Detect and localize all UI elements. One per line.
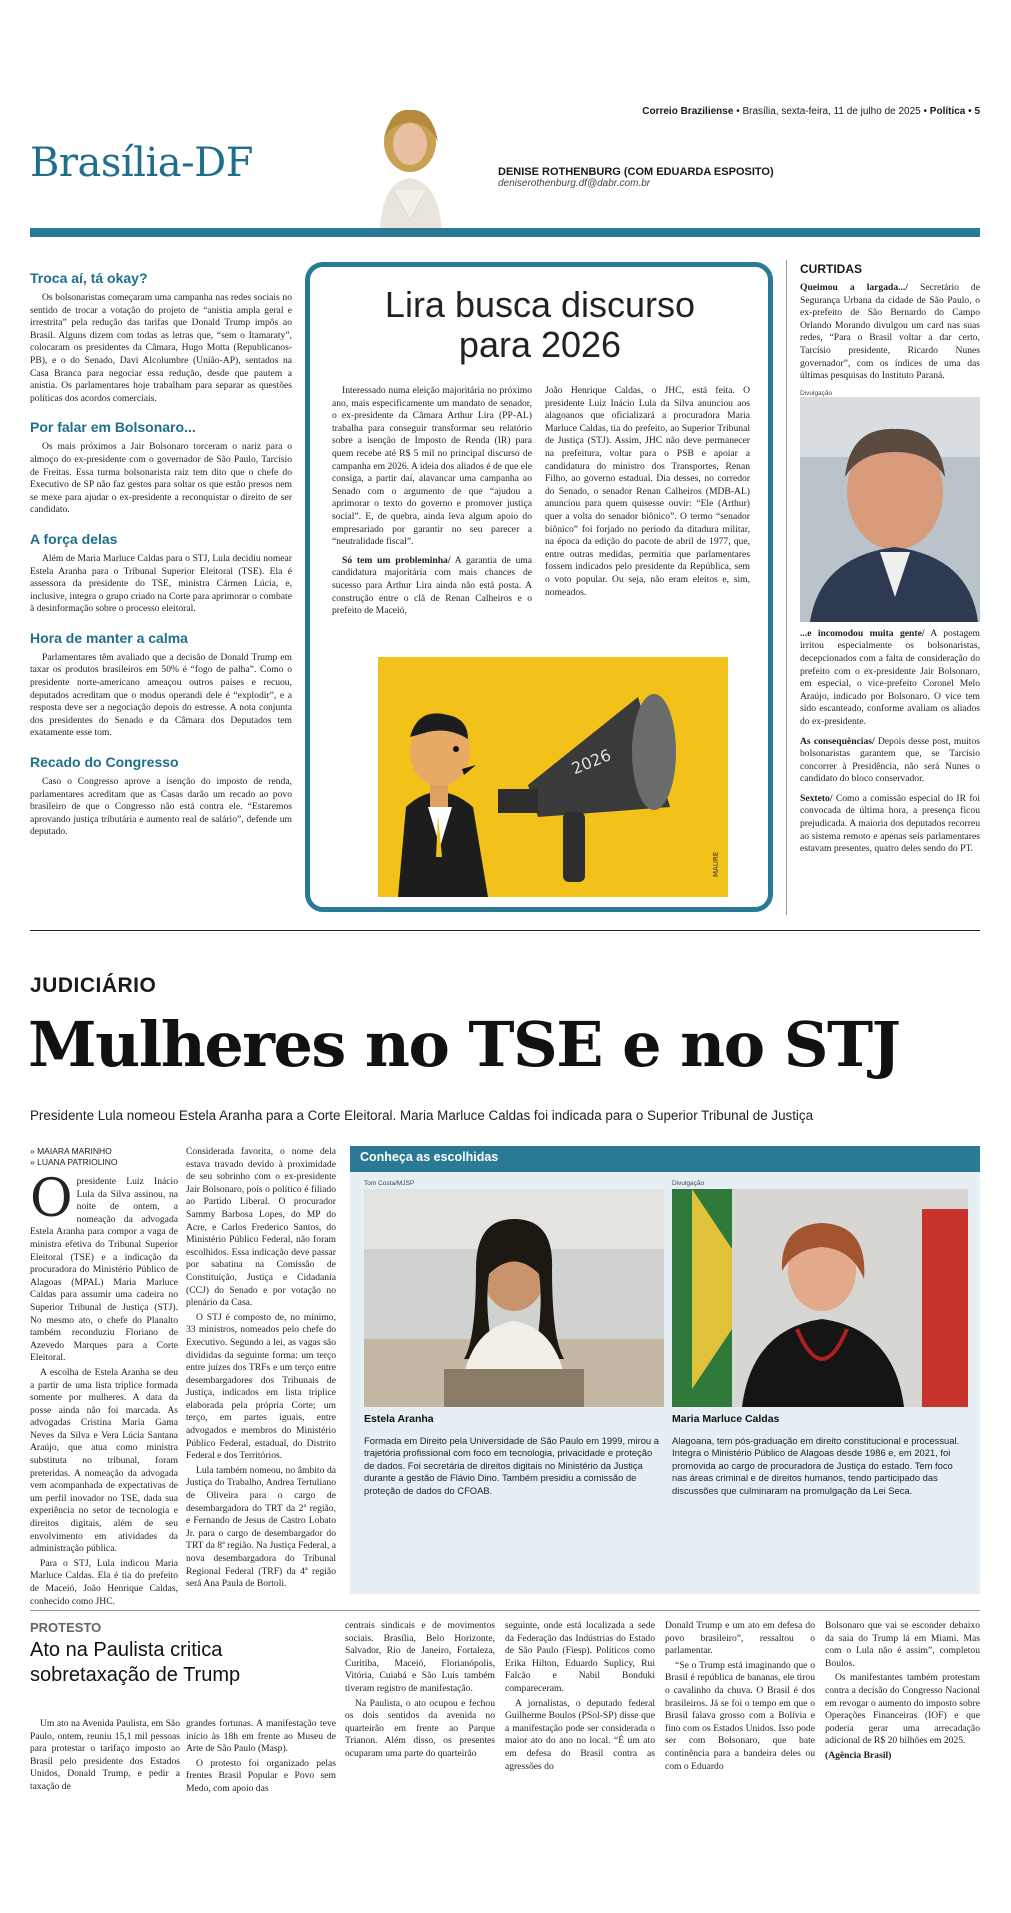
note-3: A força delas Além de Maria Marluce Caldas para o STJ, Lula decidiu nomear Estela Aranha para o Tribunal Superior Eleitoral (TSE). Ela é assessora da presidente do TSE, ministra Cármen Lúcia, e, inclusive, integra o grupo criado na Corte para aprimorar o combate à desinformação sobre o processo eleitoral. — [30, 530, 292, 615]
author-portrait — [360, 100, 460, 230]
bylines: » MAIARA MARINHO » LUANA PATRIOLINO — [30, 1146, 118, 1167]
judiciario-top-rule — [30, 930, 980, 931]
protesto-headline: Ato na Paulista critica sobretaxação de Trump — [30, 1639, 241, 1686]
judiciario-subhead: Presidente Lula nomeou Estela Aranha para a Corte Eleitoral. Maria Marluce Caldas foi indicada para o Superior Tribunal de Justiça — [30, 1108, 814, 1123]
orlando-morando-photo — [800, 397, 980, 622]
marluce-card: Divulgação Maria Marluce Caldas Alagoana, tem pós-graduação em direito constitucional e processual. Integra o Ministério Público de Alagoas desde 1986 e, em 2021, foi promovida ao cargo de procuradora de Justiça do estado. Tem foco nas áreas criminal e de direitos humanos, tendo participado das discussões que culminaram na promulgação da Lei Seca. — [672, 1180, 968, 1497]
protesto-kicker: PROTESTO — [30, 1620, 102, 1635]
lira-col-1: Interessado numa eleição majoritária no próximo ano, mais especificamente um mandato de senador, o ex-presidente da Câmara Arthur Lira (PP-AL) trabalha para conseguir transformar seu relatório sobre a isenção de Imposto de Renda (IR) para quem recebe até R$ 5 mil no principal discurso de campanha em 2026. A ideia dos aliados é de que ele consiga, a partir daí, alavancar uma campanha ao Senado com o argumento de que “ajudou a aprimorar o texto do governo e promover justiça social”. E, de quebra, ainda leva algum apoio do empresariado por garantir no seu parecer a “neutralidade fiscal”. Só tem um probleminha/ A garantia de uma candidatura majoritária com mais chances de sucesso para Arthur Lira ainda não está posta. A construção entre o clã de Renan Calheiros e o prefeito de Maceió, — [332, 385, 532, 617]
author-byline: DENISE ROTHENBURG (COM EDUARDA ESPOSITO) deniserothenburg.df@dabr.com.br — [498, 166, 774, 189]
protesto-col-1: Um ato na Avenida Paulista, em São Paulo, ontem, reuniu 15,1 mil pessoas para protestar o tarifaço imposto ao Brasil pelo presidente dos Estados Unidos, Donald Trump, e pedir a taxação de — [30, 1718, 180, 1792]
protesto-col-2: grandes fortunas. A manifestação teve início às 18h em frente ao Museu de Arte de São Paulo (Masp). O protesto foi organizado pelas frentes Brasil Popular e Povo sem Medo, com apoio das — [186, 1718, 336, 1794]
lira-box: Lira busca discurso para 2026 Interessado numa eleição majoritária no próximo ano, mais especificamente um mandato de senador, o ex-presidente da Câmara Arthur Lira (PP-AL) trabalha para conseguir transformar seu relatório sobre a isenção de Imposto de Renda (IR) para quem recebe até R$ 5 mil no principal discurso de campanha em 2026. A ideia dos aliados é de que ele consiga, a partir daí, alavancar uma campanha ao Senado com o argumento de que “ajudou a aprimorar o texto do governo e promover justiça social”. E, de quebra, ainda leva algum apoio do empresariado por garantir no seu parecer a “neutralidade fiscal”. Só tem um probleminha/ A garantia de uma candidatura majoritária com mais chances de sucesso para Arthur Lira ainda não está posta. A construção entre o clã de Renan Calheiros e o prefeito de Maceió, João Henrique Caldas, o JHC, está feita. O presidente Luiz Inácio Lula da Silva anunciou aos alagoanos que oficializará a procuradora Maria Marluce Caldas, tia do prefeito, ao Superior Tribunal de Justiça (STJ). Assim, JHC não deve permanecer na prefeitura, voltar para o PSB e apoiar a candidatura do ministro dos Transportes, Renan Filho, ao governo estadual. Dia desses, no corredor do Senado, o senador Renan Calheiros (MDB-AL) anunciou para quem quisesse ouvir: “Ele (Arthur) quer a volta do senador biônico”. O termo “senador biônico” foi forjado no período da ditadura militar, na época da edição do pacote de abril de 1977, que, entre outras medidas, permitia que parlamentares fossem indicados pelo presidente da República, sem o voto popular. Ou seja, não eram eleitos e, sim, nomeados. 2026 MAURE — [305, 262, 773, 912]
protesto-col-5: Donald Trump e um ato em defesa do povo brasileiro”, ressaltou o parlamentar. “Se o Trump está imaginando que o Brasil é república de bananas, ele tirou o cavalinho da chuva. O Brasil é dos brasileiros. Já se foi o tempo em que o Brasil falava grosso com a Bolívia e fino com os Estados Unidos. Isso pode ser com Bolsonaro, que bate continência para a bandeira deles ou com o Eduardo — [665, 1620, 815, 1772]
note-1: Troca aí, tá okay? Os bolsonaristas começaram uma campanha nas redes sociais no sentido de trocar a votação do projeto de “anistia ampla geral e irrestrita” pela redução das tarifas que Donald Trump impôs ao Brasil. Alguns dizem com todas as letras que, “sem o Itamaraty”, colocaram os presidentes da Câmara, Hugo Motta (Republicanos-PB), e o do Senado, Davi Alcolumbre (União-AP), sentados na Casa Branca para negociar essa redução, desde que pautem a anistia. Os parlamentares hoje trabalham para separar as questões políticas dos acordos comerciais. — [30, 270, 292, 404]
column-title: Brasília-DF — [30, 140, 253, 186]
svg-text:2026: 2026 — [568, 745, 614, 779]
curtidas-column: CURTIDAS Queimou a largada.../ Secretário de Segurança Urbana da cidade de São Paulo, o ex-prefeito de São Bernardo do Campo Orlando Morando divulgou um card nas suas redes, “Para o Brasil voltar a dar certo, Tarcísio presidente, Ricardo Nunes governador”, com os índices de uma das últimas pesquisas do Instituto Paraná. Divulgação ...e incomodou muita gente/ A postagem irritou especialmente os bolsonaristas, decepcionados com a falta de consideração do prefeito com o ex-presidente Jair Bolsonaro, em especial, o vice-prefeito Coronel Melo Araújo, indicado por Bolsonaro. O vice tem sido escanteado, conforme avaliam os aliados do ex-presidente. As consequências/ Depois desse post, muitos bolsonaristas garantem que, se Tarcísio concorrer à Presidência, não será Nunes o candidato do bloco conservador. Sexteto/ Como a comissão especial do IR foi convocada de última hora, a presença ficou prejudicada. A maioria dos deputados recorreu ao sistema remoto e apenas seis parlamentares estavam presentes, quatro deles sendo do PT. — [800, 262, 980, 855]
left-notes-column — [30, 270, 292, 853]
escolhidas-box: Conheça as escolhidas Tom Costa/MJSP Estela Aranha Formada em Direito pela Universidade de São Paulo em 1999, mirou a trajetória profissional com foco em tecnologia, privacidade e proteção de dados. Foi secretária de direitos digitais no Ministério da Justiça durante a gestão de Flávio Dino. Também presidiu a comissão de proteção de dados do CFOAB. Divulgação Maria Marluce Caldas Alagoana, tem pós-graduação em direito constitucional e processual. Integra o Ministério Público de Alagoas desde 1986 e, em 2021, foi promovida ao cargo de procuradora de Justiça do estado. Tem foco nas áreas criminal e de direitos humanos, tendo participado das discussões que culminaram na promulgação da Lei Seca. — [350, 1146, 980, 1594]
protesto-col-6: Bolsonaro que vai se esconder debaixo da saia do Trump lá em Miami. Mas com o Lula não é assim”, completou Boulos. Os manifestantes também protestam contra a decisão do Congresso Nacional em revogar o aumento do imposto sobre Operações Financeiras (IOF) e que poderia gerar uma arrecadação adicional de R$ 20 bilhões em 2025. (Agência Brasil) — [825, 1620, 980, 1761]
judiciario-kicker: JUDICIÁRIO — [30, 974, 157, 997]
judiciario-headline: Mulheres no TSE e no STJ — [28, 1008, 900, 1081]
note-4: Hora de manter a calma Parlamentares têm avaliado que a decisão de Donald Trump em taxar os produtos brasileiros em 50% é “fogo de palha”. Como o presidente norte-americano ameaçou outros países e recuou, deputados acreditam que o modus operandi dele é “explodir”, e a resposta deve ser a negociação depois do estresse. A nota conjunta dos presidentes do Senado e da Câmara dos Deputados tem exatamente esse tom. — [30, 629, 292, 739]
maria-marluce-photo — [672, 1189, 968, 1407]
estela-aranha-photo — [364, 1189, 664, 1407]
curtidas-divider — [786, 260, 787, 915]
judiciario-col-2: Considerada favorita, o nome dela estava travado devido à proximidade de seu sobrinho com o ex-presidente Jair Bolsonaro, pois o político é filiado ao Partido Liberal. O procurador Sammy Barbosa Lopes, do MP do Acre, e Carlos Frederico Santos, do Ministério Público Federal, não foram escolhidos. Essa indicação deve passar por sabatina na Comissão de Constituição, Justiça e Cidadania (CCJ) do Senado e por votação no plenário da Casa. O STJ é composto de, no mínimo, 33 ministros, nomeados pelo chefe do Executivo. Segundo a lei, as vagas são divididas da seguinte forma: um terço entre juízes dos TRFs e um terço entre desembargadores dos Tribunais de Justiça, indicados em lista tríplice elaborada pela própria Corte; um terço, em partes iguais, entre advogados e membros do Ministério Público Federal, estadual, do Distrito Federal e dos Territórios. Lula também nomeou, no âmbito da Justiça do Trabalho, Andrea Tertuliano de Oliveira para o cargo de desembargadora do TRT da 2ª região, e Fernando de Jesus de Castro Lobato Jr. para o cargo de desembargador do TRT da 8ª região. Na Justiça Federal, a nova desembargadora do Tribunal Regional Federal (TRF) da 4ª região será Ana Paula de Bortoli. — [186, 1146, 336, 1590]
note-5: Recado do Congresso Caso o Congresso aprove a isenção do imposto de renda, parlamentares acreditam que as Casas darão um recado ao povo brasileiro de que o Congresso não está contra ele. “Estaremos aprovando justiça tributária e aumento real de salário”, defende um deputado. — [30, 754, 292, 838]
note-2: Por falar em Bolsonaro... Os mais próximos a Jair Bolsonaro torceram o nariz para o almoço do ex-presidente com o governador de São Paulo, Tarcísio de Freitas. Essa turma bolsonarista raiz tem dito que o chefe do Executivo de SP não faz gestos para soltar os que estão presos nem se mexe para ajudar o ex-presidente a reconquistar o direito de ser candidato. — [30, 419, 292, 516]
svg-text:MAURE: MAURE — [712, 851, 720, 877]
protesto-col-3: centrais sindicais e de movimentos sociais. Brasília, Belo Horizonte, Salvador, Rio de Janeiro, Fortaleza, Curitiba, Maceió, Florianópolis, Vitória, Cuiabá e São Luís também tiveram registro de manifestação. Na Paulista, o ato ocupou e fechou os dois sentidos da avenida no quarteirão em frente ao Parque Trianon. Além disso, os presentes ocuparam uma parte do quarteirão — [345, 1620, 495, 1759]
estela-card: Tom Costa/MJSP Estela Aranha Formada em Direito pela Universidade de São Paulo em 1999, mirou a trajetória profissional com foco em tecnologia, privacidade e proteção de dados. Foi secretária de direitos digitais no Ministério da Justiça durante a gestão de Flávio Dino. Também presidiu a comissão de proteção de dados do CFOAB. — [364, 1180, 664, 1497]
header-rule — [30, 228, 980, 237]
dateline: Correio Braziliense • Brasília, sexta-feira, 11 de julho de 2025 • Política • 5 — [642, 106, 980, 117]
megaphone-illustration — [378, 657, 728, 897]
lira-col-2: João Henrique Caldas, o JHC, está feita. O presidente Luiz Inácio Lula da Silva anunciou aos alagoanos que oficializará a procuradora Maria Marluce Caldas, tia do prefeito, ao Superior Tribunal de Justiça (STJ). Assim, JHC não deve permanecer na prefeitura, voltar para o PSB e apoiar a candidatura do ministro dos Transportes, Renan Filho, ao governo estadual. Dia desses, no corredor do Senado, o senador Renan Calheiros (MDB-AL) anunciou para quem quisesse ouvir: “Ele (Arthur) quer a volta do senador biônico”. O termo “senador biônico” foi forjado no período da ditadura militar, na época da edição do pacote de abril de 1977, que, entre outras medidas, permitia que parlamentares fossem indicados pelo presidente da República, sem o voto popular. Ou seja, não eram eleitos e, sim, nomeados. — [545, 385, 750, 598]
protesto-col-4: seguinte, onde está localizada a sede da Federação das Indústrias do Estado de São Paulo (Fiesp). Políticos como Erika Hilton, Eduardo Suplicy, Rui Falcão e Nabil Bonduki compareceram. A jornalistas, o deputado federal Guilherme Boulos (PSol-SP) disse que a manifestação pode ser considerada o maior ato do ano no local. “É um ato em defesa do Brasil contra as agressões do — [505, 1620, 655, 1772]
protesto-rule — [30, 1610, 980, 1611]
judiciario-col-1: O presidente Luiz Inácio Lula da Silva assinou, na noite de ontem, a nomeação da advogada Estela Aranha para compor a vaga de ministra efetiva do Tribunal Superior Eleitoral (TSE) e a indicação da procuradora do Ministério Público de Alagoas (MPAL) Maria Marluce Caldas para assumir uma cadeira no Superior Tribunal de Justiça (STJ). No mesmo ato, o chefe do Planalto também reconduziu Floriano de Azevedo Marques para a Corte Eleitoral. A escolha de Estela Aranha se deu a partir de uma lista tríplice formada somente por mulheres. A data da posse ainda não foi marcada. As advogadas Cristina Maria Gama Neves da Silva e Vera Lúcia Santana Araújo, que atua como ministra substituta no tribunal, foram preteridas. A nomeação da advogada vem acompanhada de expectativas de um perfil inovador no TSE, dada sua experiência no setor de tecnologia e direitos digitais, além de seu envolvimento em atividades da administração pública. Para o STJ, Lula indicou Maria Marluce Caldas. Ela é tia do prefeito de Maceió, João Henrique Caldas, conhecido como JHC. — [30, 1169, 178, 1607]
